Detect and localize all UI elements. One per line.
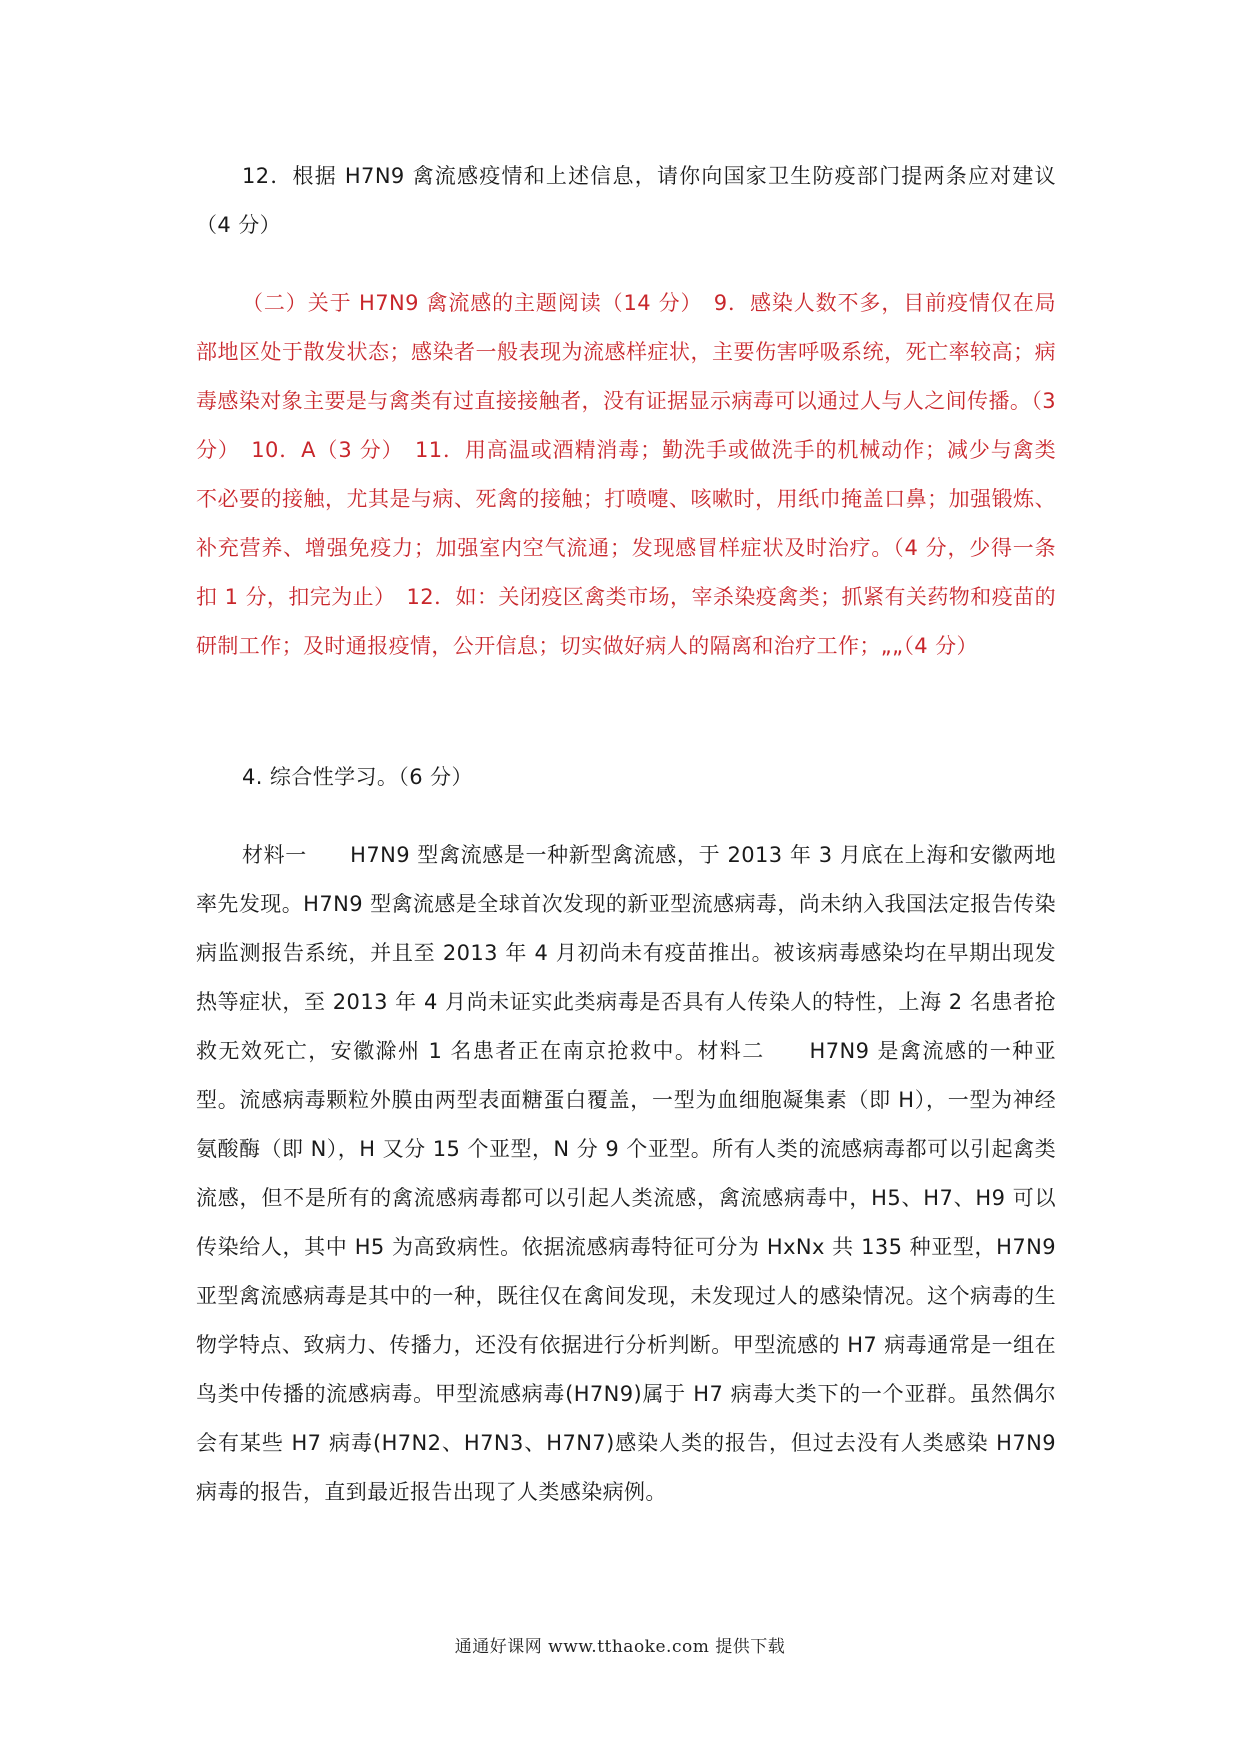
answer-key-section-2: （二）关于 H7N9 禽流感的主题阅读（14 分） 9．感染人数不多，目前疫情仅在局部地区处于散发状态；感染者一般表现为流感样症状，主要伤害呼吸系统，死亡率较高；病毒感染对象主要是与禽类有过直接接触者，没有证据显示病毒可以通过人与人之间传播。（3 分） 10．A（3 分） 11．用高温或酒精消毒；勤洗手或做洗手的机械动作；减少与禽类不必要的接触，尤其是与病、死禽的接触；打喷嚏、咳嗽时，用纸巾掩盖口鼻；加强锻炼、补充营养、增强免疫力；加强室内空气流通；发现感冒样症状及时治疗。（4 分，少得一条扣 1 分，扣完为止） 12．如：关闭疫区禽类市场，宰杀染疫禽类；抓紧有关药物和疫苗的研制工作；及时通报疫情，公开信息；切实做好病人的隔离和治疗工作；„„（4 分）	[196, 291, 1056, 658]
section-4-heading: 4. 综合性学习。（6 分）	[242, 765, 473, 789]
materials-passage: 材料一 H7N9 型禽流感是一种新型禽流感，于 2013 年 3 月底在上海和安徽两地率先发现。H7N9 型禽流感是全球首次发现的新亚型流感病毒，尚未纳入我国法定报告传染病监测报告系统，并且至 2013 年 4 月初尚未有疫苗推出。被该病毒感染均在早期出现发热等症状，至 2013 年 4 月尚未证实此类病毒是否具有人传染人的特性，上海 2 名患者抢救无效死亡，安徽滁州 1 名患者正在南京抢救中。材料二 H7N9 是禽流感的一种亚型。流感病毒颗粒外膜由两型表面糖蛋白覆盖，一型为血细胞凝集素（即 H），一型为神经氨酸酶（即 N），H 又分 15 个亚型，N 分 9 个亚型。所有人类的流感病毒都可以引起禽类流感，但不是所有的禽流感病毒都可以引起人类流感，禽流感病毒中，H5、H7、H9 可以传染给人，其中 H5 为高致病性。依据流感病毒特征可分为 HxNx 共 135 种亚型，H7N9 亚型禽流感病毒是其中的一种，既往仅在禽间发现，未发现过人的感染情况。这个病毒的生物学特点、致病力、传播力，还没有依据进行分析判断。甲型流感的 H7 病毒通常是一组在鸟类中传播的流感病毒。甲型流感病毒(H7N9)属于 H7 病毒大类下的一个亚群。虽然偶尔会有某些 H7 病毒(H7N2、H7N3、H7N7)感染人类的报告，但过去没有人类感染 H7N9 病毒的报告，直到最近报告出现了人类感染病例。	[196, 843, 1056, 1504]
question-12: 12．根据 H7N9 禽流感疫情和上述信息，请你向国家卫生防疫部门提两条应对建议（4 分）	[196, 164, 1056, 237]
footer-source: 通通好课网 www.tthaoke.com 提供下载	[454, 1637, 786, 1657]
